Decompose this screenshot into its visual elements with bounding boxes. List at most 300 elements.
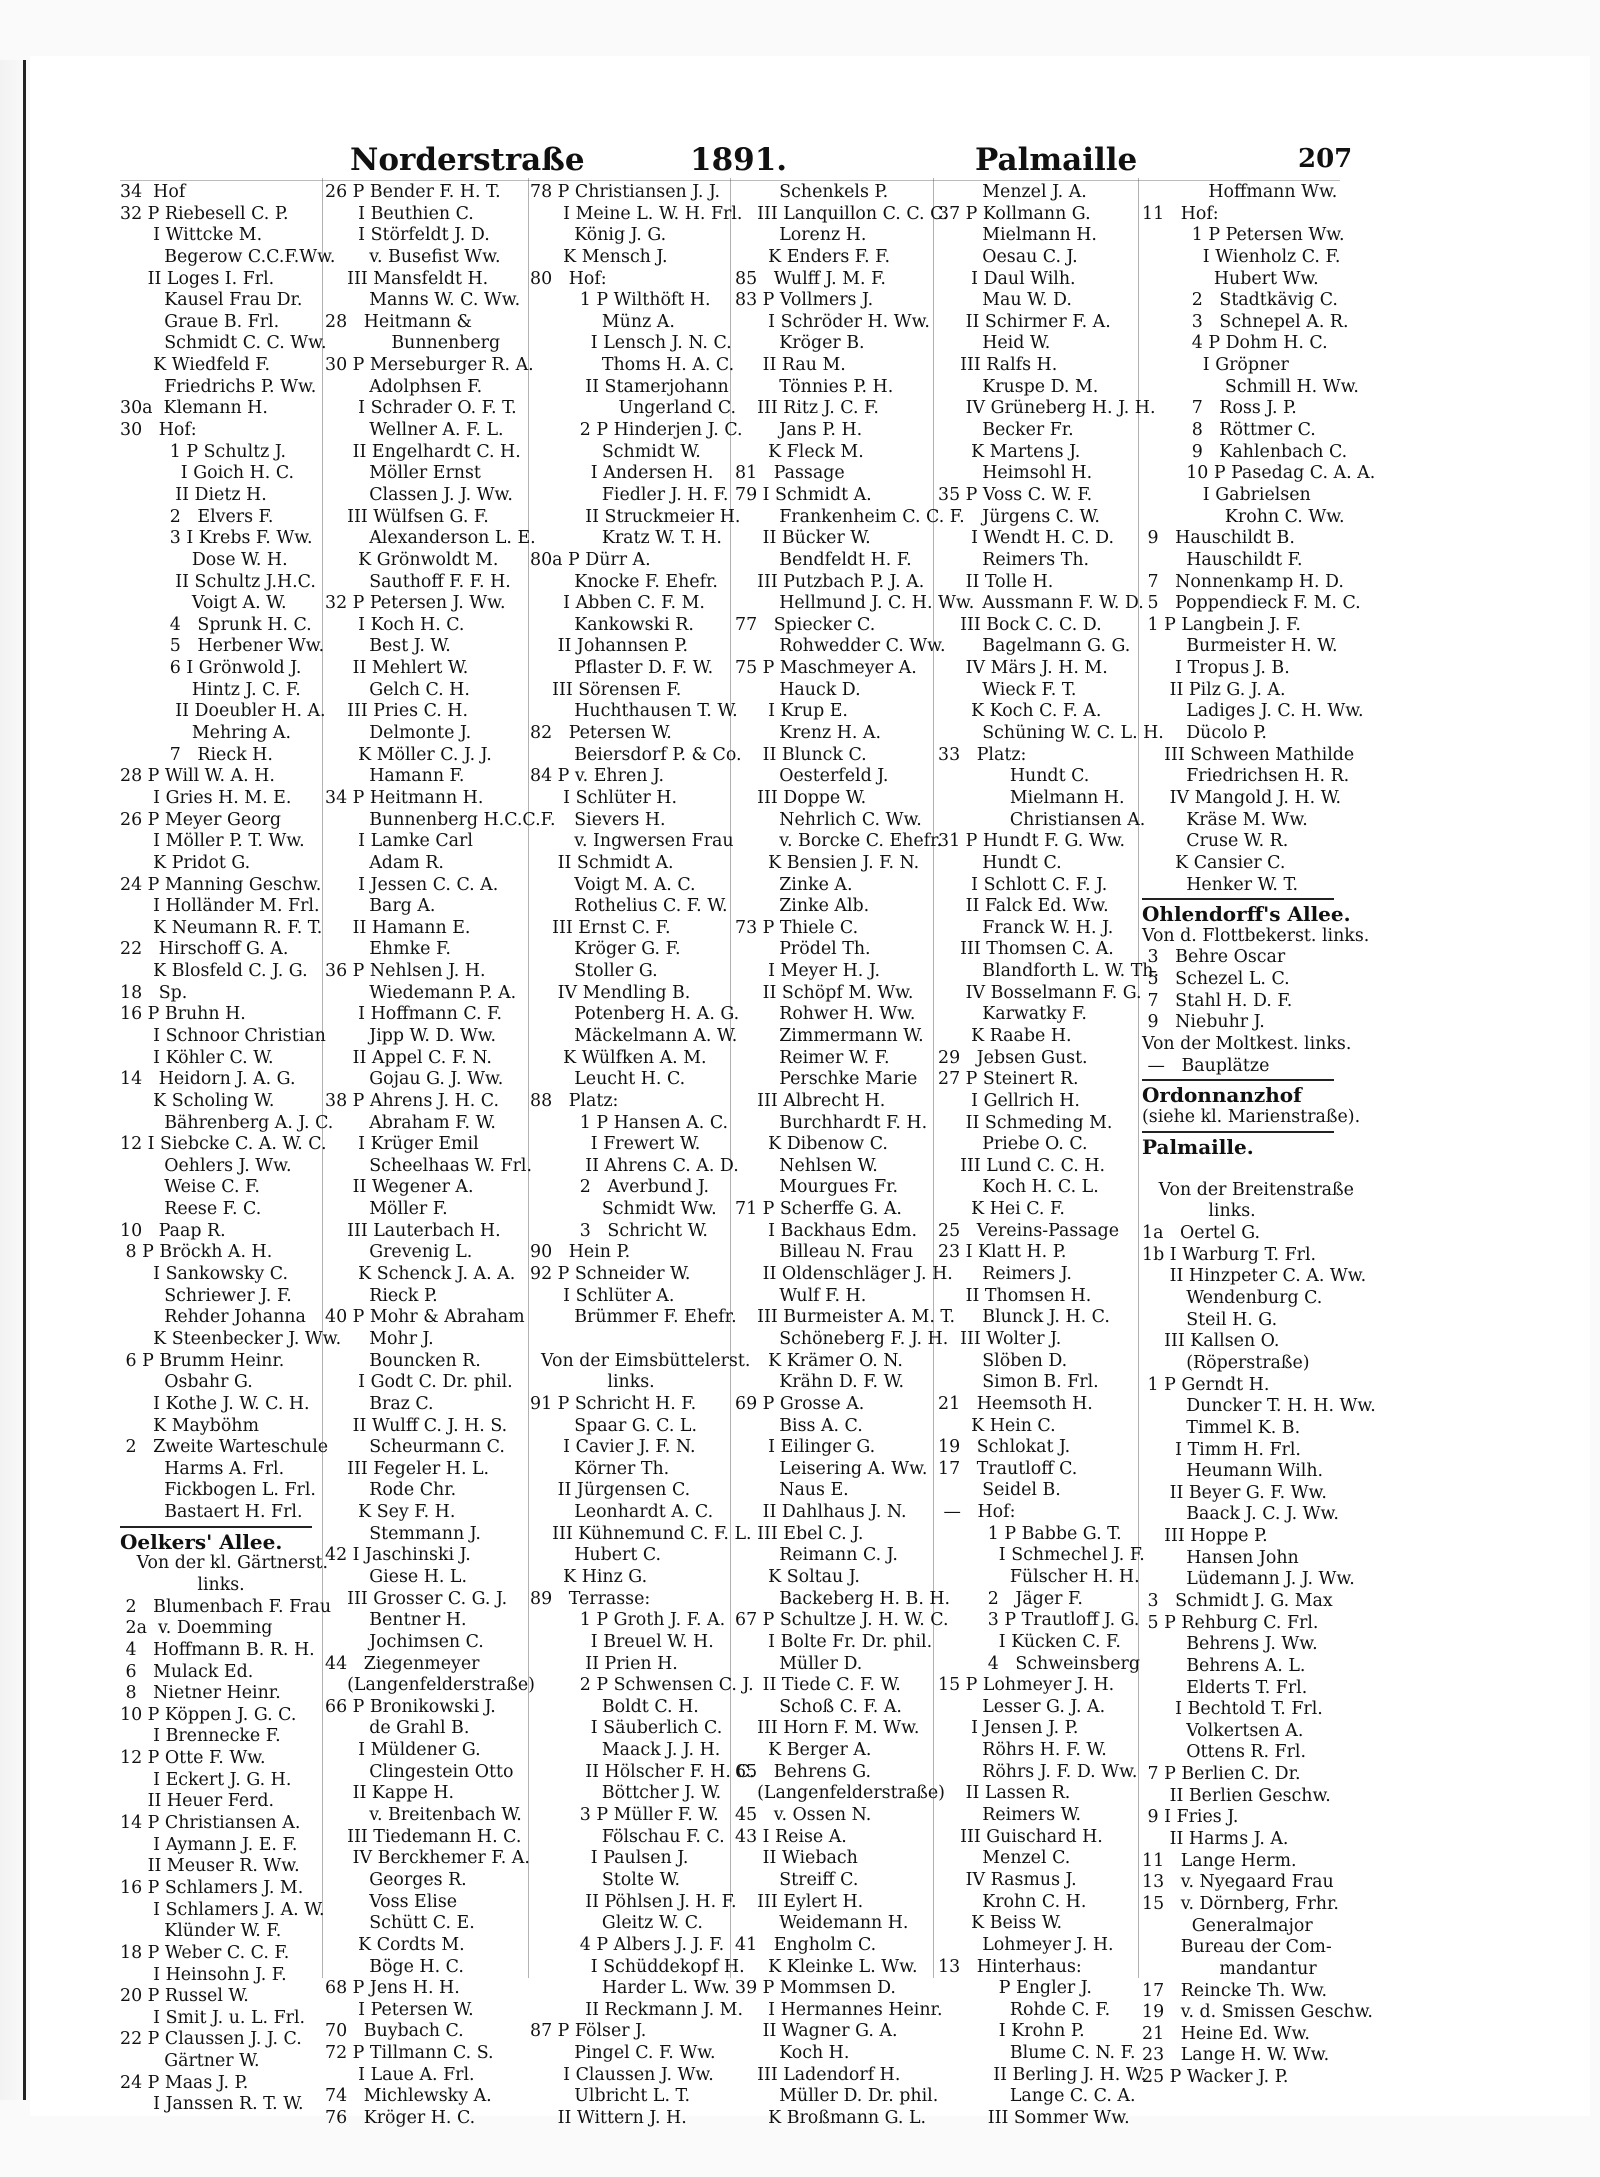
directory-entry: K Martens J. [938, 441, 1081, 462]
directory-entry: Reimer W. F. [735, 1047, 890, 1068]
directory-entry: Stemmann J. [325, 1523, 481, 1544]
directory-entry: 4 P Dohm H. C. [1142, 333, 1328, 354]
directory-entry: II Engelhardt C. H. [325, 441, 521, 462]
directory-entry: 16 P Schlamers J. M. [120, 1877, 304, 1898]
directory-entry: Tönnies P. H. [735, 376, 894, 397]
directory-entry: 35 P Voss C. W. F. [938, 484, 1093, 505]
directory-entry: II Pöhlsen J. H. F. [530, 1891, 737, 1912]
directory-entry: IV Rasmus J. [938, 1869, 1077, 1890]
directory-entry: 41 Engholm C. [735, 1934, 877, 1955]
directory-entry: 8 Röttmer C. [1142, 420, 1316, 441]
directory-entry: III Ebel C. J. [735, 1523, 864, 1544]
directory-entry: (Röperstraße) [1142, 1352, 1310, 1373]
directory-entry: 34 Hof [120, 182, 186, 202]
directory-entry: Simon B. Frl. [938, 1372, 1099, 1393]
directory-entry: I Krohn P. [938, 2021, 1085, 2042]
directory-column-3 [530, 182, 755, 2130]
directory-entry: Hoffmann Ww. [1142, 182, 1338, 202]
directory-entry: I Müldener G. [325, 1740, 481, 1761]
directory-entry: 33 Platz: [938, 744, 1027, 765]
directory-entry: Schöneberg F. J. H. [735, 1328, 949, 1349]
directory-entry: Nehlsen W. [735, 1155, 878, 1176]
directory-entry: 21 Heine Ed. Ww. [1142, 2023, 1310, 2044]
directory-entry: II Lassen R. [938, 1783, 1071, 1804]
directory-entry: Heimsohl H. [938, 463, 1093, 484]
directory-entry: III Kühnemund C. F. L. [530, 1523, 752, 1544]
directory-entry: I Krüger Emil [325, 1134, 479, 1155]
directory-entry: Böge H. C. [325, 1956, 464, 1977]
directory-entry: III Fegeler H. L. [325, 1458, 490, 1479]
directory-entry: Manns W. C. Ww. [325, 290, 521, 311]
directory-entry: I Schlüter A. [530, 1285, 675, 1306]
directory-entry: I Wienholz C. F. [1142, 246, 1341, 267]
directory-entry: I Schlott C. F. J. [938, 874, 1108, 895]
directory-entry: 8 Nietner Heinr. [120, 1683, 281, 1704]
directory-entry: Klünder W. F. [120, 1921, 282, 1942]
directory-entry: II Schirmer F. A. [938, 311, 1111, 332]
directory-entry: I Hoffmann C. F. [325, 1004, 502, 1025]
directory-entry: 9 Hauschildt B. [1142, 528, 1295, 549]
directory-entry: Clingestein Otto [325, 1761, 514, 1782]
directory-entry: II Dahlhaus J. N. [735, 1502, 907, 1523]
directory-entry: Stolte W. [530, 1869, 680, 1890]
directory-entry: 78 P Christiansen J. J. [530, 182, 721, 202]
directory-entry: 15 v. Dörnberg, Frhr. [1142, 1893, 1339, 1914]
directory-entry: 3 Schricht W. [530, 1220, 708, 1241]
directory-entry: IV Grüneberg H. J. H. [938, 398, 1156, 419]
directory-entry: Pflaster D. F. W. [530, 658, 714, 679]
directory-entry: Schmill H. Ww. [1142, 376, 1359, 397]
directory-entry: Ottens R. Frl. [1142, 1742, 1307, 1763]
directory-entry: III Sörensen F. [530, 679, 682, 700]
directory-entry: 32 P Petersen J. Ww. [325, 593, 506, 614]
directory-entry: I Abben C. F. M. [530, 593, 705, 614]
directory-entry: I Goich H. C. [120, 463, 295, 484]
directory-entry: Sievers H. [530, 809, 666, 830]
directory-entry: Priebe O. C. [938, 1134, 1088, 1155]
directory-entry: 9 I Fries J. [1142, 1807, 1239, 1828]
directory-entry: Burchhardt F. H. [735, 1112, 928, 1133]
directory-entry: I Eilinger G. [735, 1437, 876, 1458]
directory-entry: I Andersen H. [530, 463, 714, 484]
directory-entry: K Koch C. F. A. [938, 701, 1102, 722]
directory-entry: Braz C. [325, 1393, 434, 1414]
directory-entry: Bunnenberg H.C.C.F. [325, 809, 556, 830]
directory-entry: König J. G. [530, 225, 667, 246]
directory-entry: 5 P Rehburg C. Frl. [1142, 1612, 1319, 1633]
directory-entry: III Wolter J. [938, 1328, 1062, 1349]
section-heading: Ohlendorff's Allee. [1142, 902, 1351, 927]
directory-entry: 66 P Bronikowski J. [325, 1696, 496, 1717]
directory-entry: Wiedemann P. A. [325, 982, 517, 1003]
directory-entry: K Schenck J. A. A. [325, 1264, 516, 1285]
directory-entry: II Wulff C. J. H. S. [325, 1415, 508, 1436]
directory-entry: II Bücker W. [735, 528, 871, 549]
directory-entry: P Engler J. [938, 1978, 1092, 1999]
directory-entry: II Hamann E. [325, 917, 471, 938]
directory-entry: Schüning W. C. L. H. [938, 723, 1164, 744]
directory-entry: Brümmer F. Ehefr. [530, 1307, 737, 1328]
directory-entry: 71 P Scherffe G. A. [735, 1199, 902, 1220]
directory-entry: 2 P Hinderjen J. C. [530, 420, 743, 441]
page-number: 207 [1298, 144, 1353, 174]
directory-entry: 19 v. d. Smissen Geschw. [1142, 2002, 1373, 2023]
directory-entry: Oehlers J. Ww. [120, 1155, 292, 1176]
directory-entry: Leucht H. C. [530, 1069, 686, 1090]
directory-entry: II Schmidt A. [530, 852, 674, 873]
directory-entry: 23 I Klatt H. P. [938, 1242, 1067, 1263]
directory-entry: K Blosfeld C. J. G. [120, 961, 308, 982]
directory-entry: II Jürgensen C. [530, 1480, 691, 1501]
directory-entry: Müller D. Dr. phil. [735, 2086, 939, 2107]
directory-entry: III Lanquillon C. C. C. [735, 203, 949, 224]
directory-entry: (siehe kl. Marienstraße). [1142, 1106, 1361, 1127]
directory-entry: II Meuser R. Ww. [120, 1856, 300, 1877]
directory-entry: 16 P Bruhn H. [120, 1004, 246, 1025]
directory-entry: Becker Fr. [938, 420, 1074, 441]
header-year: 1891. [690, 142, 788, 178]
directory-entry: Hauck D. [735, 679, 861, 700]
directory-entry: II Mehlert W. [325, 658, 469, 679]
directory-entry: Harms A. Frl. [120, 1458, 285, 1479]
directory-entry: Böttcher J. W. [530, 1783, 722, 1804]
directory-entry: I Krup E. [735, 701, 848, 722]
directory-entry: 1 P Petersen Ww. [1142, 225, 1345, 246]
directory-entry: Münz A. [530, 311, 675, 332]
directory-entry: Blunck J. H. C. [938, 1307, 1110, 1328]
directory-entry: III Mansfeldt H. [325, 268, 489, 289]
directory-entry: 28 P Will W. A. H. [120, 766, 275, 787]
directory-entry: Billeau N. Frau [735, 1242, 914, 1263]
directory-entry: 11 Hof: [1142, 203, 1219, 224]
directory-entry: Maack J. J. H. [530, 1740, 721, 1761]
directory-entry: Gelch C. H. [325, 679, 470, 700]
directory-entry: II Loges I. Frl. [120, 268, 275, 289]
directory-entry: I Holländer M. Frl. [120, 896, 320, 917]
directory-column-4 [735, 182, 975, 2130]
directory-entry: II Struckmeier H. [530, 506, 741, 527]
directory-entry: 1 P Hansen A. C. [530, 1112, 729, 1133]
directory-entry: 14 Heidorn J. A. G. [120, 1069, 296, 1090]
directory-entry: K Broßmann G. L. [735, 2108, 927, 2129]
directory-entry: I Petersen W. [325, 1999, 474, 2020]
section-heading: Ordonnanzhof [1142, 1083, 1302, 1108]
directory-entry: I Schüddekopf H. [530, 1956, 745, 1977]
directory-column-1 [120, 182, 342, 2116]
directory-entry: 34 P Heitmann H. [325, 787, 484, 808]
directory-entry: Grevenig L. [325, 1242, 473, 1263]
directory-entry: 3 Schnepel A. R. [1142, 311, 1349, 332]
directory-entry: III Pries C. H. [325, 701, 469, 722]
directory-entry: Wulf F. H. [735, 1285, 867, 1306]
directory-entry: Schriewer J. F. [120, 1285, 292, 1306]
directory-entry: IV Märs J. H. M. [938, 658, 1108, 679]
directory-entry: Heid W. [938, 333, 1051, 354]
directory-entry: K Pridot G. [120, 852, 251, 873]
directory-entry: Reese F. C. [120, 1199, 262, 1220]
directory-entry: Duncker T. H. H. Ww. [1142, 1396, 1376, 1417]
directory-entry: Krähn D. F. W. [735, 1372, 904, 1393]
directory-entry: v. Busefist Ww. [325, 246, 501, 267]
directory-entry: Heumann Wilh. [1142, 1461, 1324, 1482]
directory-entry: III Tiedemann H. C. [325, 1826, 522, 1847]
directory-entry: I Tropus J. B. [1142, 658, 1290, 679]
directory-entry: I Wittcke M. [120, 225, 263, 246]
directory-entry [1142, 1158, 1342, 1180]
directory-entry: links. [120, 1575, 245, 1595]
column-divider-3 [730, 178, 731, 1978]
directory-entry: 6 I Grönwold J. [120, 658, 302, 679]
directory-entry: Cruse W. R. [1142, 831, 1289, 852]
directory-entry: I Aymann J. E. F. [120, 1834, 298, 1855]
directory-entry: I Gabrielsen [1142, 484, 1311, 505]
directory-entry: 65 Behrens G. [735, 1761, 872, 1782]
directory-entry: 7 Rieck H. [120, 744, 273, 765]
column-divider-5 [1138, 178, 1139, 1978]
directory-entry: 2 Zweite Warteschule [120, 1437, 329, 1458]
directory-entry: 25 P Wacker J. P. [1142, 2067, 1289, 2088]
directory-entry: 73 P Thiele C. [735, 917, 859, 938]
directory-entry: I Timm H. Frl. [1142, 1439, 1301, 1460]
directory-entry: Spaar G. C. L. [530, 1415, 697, 1436]
directory-entry: 36 P Nehlsen J. H. [325, 961, 486, 982]
directory-entry: III Ladendorf H. [735, 2064, 901, 2085]
directory-entry: Rohde C. F. [938, 1999, 1111, 2020]
directory-entry: II Wiebach [735, 1848, 858, 1869]
directory-entry: 4 P Albers J. J. F. [530, 1934, 725, 1955]
directory-entry: II Dietz H. [120, 484, 267, 505]
directory-entry: de Grahl B. [325, 1718, 470, 1739]
directory-entry: I Schlamers J. A. W. [120, 1899, 325, 1920]
directory-entry: Adolphsen F. [325, 376, 483, 397]
directory-entry: I Gries H. M. E. [120, 787, 292, 808]
directory-entry: Mielmann H. [938, 225, 1097, 246]
directory-entry: II Schultz J.H.C. [120, 571, 316, 592]
directory-entry: I Bechtold T. Frl. [1142, 1699, 1323, 1720]
directory-entry: II Tolle H. [938, 571, 1054, 592]
directory-entry: III Burmeister A. M. T. [735, 1307, 955, 1328]
directory-entry: I Bolte Fr. Dr. phil. [735, 1631, 933, 1652]
directory-entry: III Eylert H. [735, 1891, 864, 1912]
directory-entry: Rode Chr. [325, 1480, 457, 1501]
directory-entry: II Kappe H. [325, 1783, 455, 1804]
directory-entry: Best J. W. [325, 636, 451, 657]
directory-entry: Hubert Ww. [1142, 268, 1319, 289]
directory-entry: II Heuer Ferd. [120, 1791, 275, 1812]
directory-entry: Sauthoff F. F. H. [325, 571, 511, 592]
directory-entry: K Soltau J. [735, 1567, 860, 1587]
directory-entry: I Kothe J. W. C. H. [120, 1393, 310, 1414]
directory-entry: Rohwer H. Ww. [735, 1004, 916, 1025]
directory-entry: Fülscher H. H. [938, 1567, 1140, 1587]
directory-entry: Hamann F. [325, 766, 465, 787]
directory-entry: Lange C. C. A. [938, 2086, 1136, 2107]
directory-entry: 7 Nonnenkamp H. D. [1142, 571, 1344, 592]
directory-entry: 43 I Reise A. [735, 1826, 847, 1847]
directory-entry: Leisering A. Ww. [735, 1458, 928, 1479]
directory-entry: IV Mangold J. H. W. [1142, 787, 1342, 808]
directory-entry: Bendfeldt H. F. [735, 549, 912, 570]
directory-entry: K Hein C. [938, 1415, 1056, 1436]
directory-entry: Koch H. C. L. [938, 1177, 1099, 1198]
directory-entry: I Laue A. Frl. [325, 2064, 475, 2085]
directory-entry: Leonhardt A. C. [530, 1502, 714, 1523]
directory-entry: 84 P v. Ehren J. [530, 766, 665, 787]
directory-entry: I Smit J. u. L. Frl. [120, 2007, 306, 2028]
directory-entry: Mohr J. [325, 1328, 434, 1349]
directory-entry: Ungerland C. [530, 398, 737, 419]
directory-entry: 21 Heemsoth H. [938, 1393, 1093, 1414]
directory-entry: 22 Hirschoff G. A. [120, 939, 289, 960]
directory-entry: 3 Behre Oscar [1142, 947, 1286, 968]
directory-entry: 29 Jebsen Gust. [938, 1047, 1088, 1068]
directory-entry: K Steenbecker J. Ww. [120, 1328, 342, 1349]
directory-entry: 82 Petersen W. [530, 723, 672, 744]
directory-entry: 3 I Krebs F. Ww. [120, 528, 313, 549]
directory-entry: II Oldenschläger J. H. [735, 1264, 953, 1285]
directory-entry: Mäckelmann A. W. [530, 1025, 738, 1046]
section-heading: Oelkers' Allee. [120, 1529, 283, 1554]
directory-entry: 83 P Vollmers J. [735, 290, 874, 311]
directory-entry: II Ahrens C. A. D. [530, 1155, 739, 1176]
directory-entry: Bunnenberg [325, 333, 501, 354]
directory-entry: 6 Mulack Ed. [120, 1661, 254, 1682]
directory-entry: II Blunck C. [735, 744, 867, 765]
directory-entry: II Doeubler H. A. [120, 701, 326, 722]
directory-entry: I Koch H. C. [325, 614, 465, 635]
directory-entry: Schütt C. E. [325, 1913, 475, 1934]
directory-entry [530, 1329, 728, 1351]
directory-entry: Elderts T. Frl. [1142, 1677, 1308, 1698]
directory-entry: Karwatky F. [938, 1004, 1087, 1025]
directory-entry: Ulbricht L. T. [530, 2086, 691, 2107]
directory-entry: Kratz W. T. H. [530, 528, 722, 549]
directory-entry: Gärtner W. [120, 2051, 260, 2072]
directory-entry: Kankowski R. [530, 614, 694, 635]
directory-entry: 69 P Grosse A. [735, 1393, 865, 1414]
directory-entry: Reimers W. [938, 1805, 1082, 1826]
directory-entry: 68 P Jens H. H. [325, 1978, 460, 1999]
directory-entry: 39 P Mommsen D. [735, 1978, 896, 1999]
directory-entry: Jans P. H. [735, 420, 863, 441]
directory-entry: Timmel K. B. [1142, 1417, 1301, 1438]
directory-entry: Möller Ernst [325, 463, 481, 484]
directory-entry: Wendenburg C. [1142, 1288, 1323, 1309]
directory-entry: II Harms J. A. [1142, 1829, 1289, 1850]
directory-entry: 91 P Schricht H. F. [530, 1393, 697, 1414]
directory-entry: Giese H. L. [325, 1567, 468, 1587]
directory-entry: mandantur [1142, 1958, 1317, 1979]
directory-entry: 6 P Brumm Heinr. [120, 1350, 285, 1371]
directory-entry: II Hölscher F. H. C. [530, 1761, 755, 1782]
directory-entry: I Godt C. Dr. phil. [325, 1372, 513, 1393]
directory-entry: Frankenheim C. C. F. [735, 506, 965, 527]
directory-entry: 4 Schweinsberg [938, 1653, 1140, 1674]
directory-entry: K Sey F. H. [325, 1502, 456, 1523]
directory-entry: v. Breitenbach W. [325, 1805, 522, 1826]
directory-entry: 8 P Bröckh A. H. [120, 1242, 273, 1263]
directory-entry: Bagelmann G. G. [938, 636, 1131, 657]
directory-column-5 [938, 182, 1164, 2130]
directory-entry: Weise C. F. [120, 1177, 260, 1198]
directory-entry: Streiff C. [735, 1869, 859, 1890]
directory-entry: III Horn F. M. Ww. [735, 1718, 920, 1739]
directory-entry: IV Berckhemer F. A. [325, 1848, 530, 1869]
directory-entry: I Schmechel J. F. [938, 1545, 1145, 1566]
directory-entry: 23 Lange H. W. Ww. [1142, 2045, 1330, 2066]
directory-entry: III Thomsen C. A. [938, 939, 1114, 960]
directory-entry: Adam R. [325, 852, 444, 873]
directory-entry: I Eckert J. G. H. [120, 1769, 292, 1790]
directory-entry: I Hermannes Heinr. [735, 1999, 943, 2020]
directory-entry: Menzel C. [938, 1848, 1071, 1869]
directory-entry: Schoß C. F. A. [735, 1696, 902, 1717]
directory-entry: 7 Stahl H. D. F. [1142, 990, 1293, 1011]
directory-entry: I Möller P. T. Ww. [120, 831, 305, 852]
directory-entry: Ehmke F. [325, 939, 451, 960]
directory-entry: I Frewert W. [530, 1134, 701, 1155]
directory-entry: 17 Trautloff C. [938, 1458, 1078, 1479]
directory-entry: I Schlüter H. [530, 787, 677, 808]
directory-entry: Bentner H. [325, 1610, 467, 1631]
directory-entry: 88 Platz: [530, 1090, 619, 1111]
directory-entry: Burmeister H. W. [1142, 636, 1338, 657]
directory-entry: 75 P Maschmeyer A. [735, 658, 917, 679]
directory-entry: K Enders F. F. [735, 246, 891, 267]
directory-entry: K Hei C. F. [938, 1199, 1065, 1220]
directory-entry: Wieck F. T. [938, 679, 1077, 700]
directory-entry: Von der Breitenstraße [1142, 1179, 1354, 1200]
directory-entry: K Dibenow C. [735, 1134, 888, 1155]
directory-entry: III Ernst C. F. [530, 917, 671, 938]
directory-entry: Harder L. Ww. [530, 1978, 730, 1999]
directory-entry: Weidemann H. [735, 1913, 909, 1934]
directory-entry: 38 P Ahrens J. H. C. [325, 1090, 500, 1111]
directory-entry: Perschke Marie [735, 1069, 918, 1090]
directory-entry: I Brennecke F. [120, 1726, 281, 1747]
directory-column-6 [1142, 182, 1376, 2089]
directory-entry: Potenberg H. A. G. [530, 1004, 740, 1025]
directory-entry: III Albrecht H. [735, 1090, 886, 1111]
column-divider-2 [528, 178, 529, 1978]
directory-entry: Gleitz W. C. [530, 1913, 703, 1934]
directory-entry: Delmonte J. [325, 723, 472, 744]
directory-entry: Von der Moltkest. links. [1142, 1033, 1352, 1054]
directory-entry: I Beuthien C. [325, 203, 474, 224]
directory-entry: Georges R. [325, 1869, 467, 1890]
directory-entry: 15 P Lohmeyer J. H. [938, 1675, 1115, 1696]
directory-entry: Reimers J. [938, 1264, 1072, 1285]
directory-entry: Rohwedder C. Ww. [735, 636, 946, 657]
page-header [0, 142, 1600, 182]
directory-entry: Pingel C. F. Ww. [530, 2043, 716, 2064]
directory-entry: Baack J. C. J. Ww. [1142, 1504, 1339, 1525]
directory-entry: 18 Sp. [120, 982, 188, 1003]
directory-entry: Hubert C. [530, 1545, 662, 1566]
directory-entry: III Ralfs H. [938, 355, 1058, 376]
directory-entry: Schmidt C. C. Ww. [120, 333, 327, 354]
directory-entry: Zinke A. [735, 874, 853, 895]
directory-entry: II Schmeding M. [938, 1112, 1113, 1133]
directory-entry: Reimann C. J. [735, 1545, 898, 1566]
directory-entry: I Jensen J. P. [938, 1718, 1079, 1739]
directory-entry: II Reckmann J. M. [530, 1999, 744, 2020]
directory-entry: 24 P Manning Geschw. [120, 874, 322, 895]
directory-entry: 3 P Trautloff J. G. [938, 1610, 1140, 1631]
directory-entry: 12 I Siebcke C. A. W. C. [120, 1134, 327, 1155]
directory-entry: Krenz H. A. [735, 723, 882, 744]
directory-entry: II Hinzpeter C. A. Ww. [1142, 1266, 1367, 1287]
